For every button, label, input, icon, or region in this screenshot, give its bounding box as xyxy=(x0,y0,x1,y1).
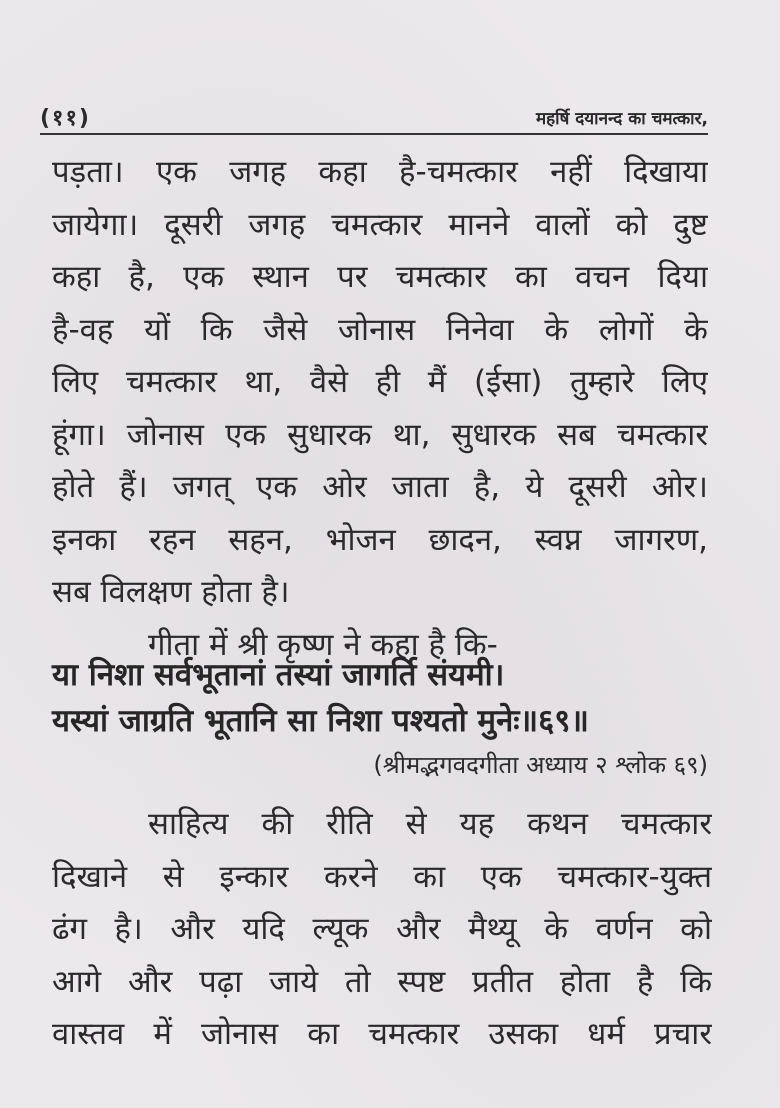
text-line: वास्तव में जोनास का चमत्कार उसका धर्म प्रचार xyxy=(52,1016,712,1052)
text-line: पड़ता। एक जगह कहा है-चमत्कार नहीं दिखाया xyxy=(52,154,708,190)
text-line: साहित्य की रीति से यह कथन चमत्कार xyxy=(148,806,712,842)
text-line: है-वह यों कि जैसे जोनास निनेवा के लोगों के xyxy=(52,311,708,348)
text-line: सब विलक्षण होता है। xyxy=(52,574,290,610)
text-line: दिखाने से इन्कार करने का एक चमत्कार-युक्त xyxy=(52,858,712,895)
text-line: इनका रहन सहन, भोजन छादन, स्वप्न जागरण, xyxy=(52,521,708,558)
verse-line-1: या निशा सर्वभूतानां तस्यां जागर्ति संयमी। xyxy=(52,657,505,693)
text-line: ढंग है। और यदि ल्यूक और मैथ्यू के वर्णन को xyxy=(52,911,712,947)
running-head: महर्षि दयानन्द का चमत्कार, xyxy=(535,109,708,129)
text-line: लिए चमत्कार था, वैसे ही मैं (ईसा) तुम्हारे लिए xyxy=(52,364,708,400)
paragraph-1 xyxy=(52,146,708,671)
page-number: (११) xyxy=(40,106,91,131)
quote-intro: गीता में श्री कृष्ण ने कहा है कि- xyxy=(148,626,498,663)
verse-line-2: यस्यां जाग्रति भूतानि सा निशा पश्यतो मुनेः॥६९॥ xyxy=(52,703,589,739)
page-header xyxy=(40,102,708,132)
text-line: हूंगा। जोनास एक सुधारक था, सुधारक सब चमत्कार xyxy=(52,416,708,453)
text-line: जायेगा। दूसरी जगह चमत्कार मानने वालों को दुष्ट xyxy=(52,206,708,243)
text-line: कहा है, एक स्थान पर चमत्कार का वचन दिया xyxy=(52,259,708,295)
gita-verse xyxy=(52,652,717,744)
header-rule xyxy=(40,133,708,135)
paragraph-2 xyxy=(52,798,712,1061)
text-line: आगे और पढ़ा जाये तो स्पष्ट प्रतीत होता है कि xyxy=(52,963,712,1000)
verse-citation: (श्रीमद्भगवदगीता अध्याय २ श्लोक ६९) xyxy=(373,751,708,779)
text-line: होते हैं। जगत् एक ओर जाता है, ये दूसरी ओर। xyxy=(52,469,708,505)
